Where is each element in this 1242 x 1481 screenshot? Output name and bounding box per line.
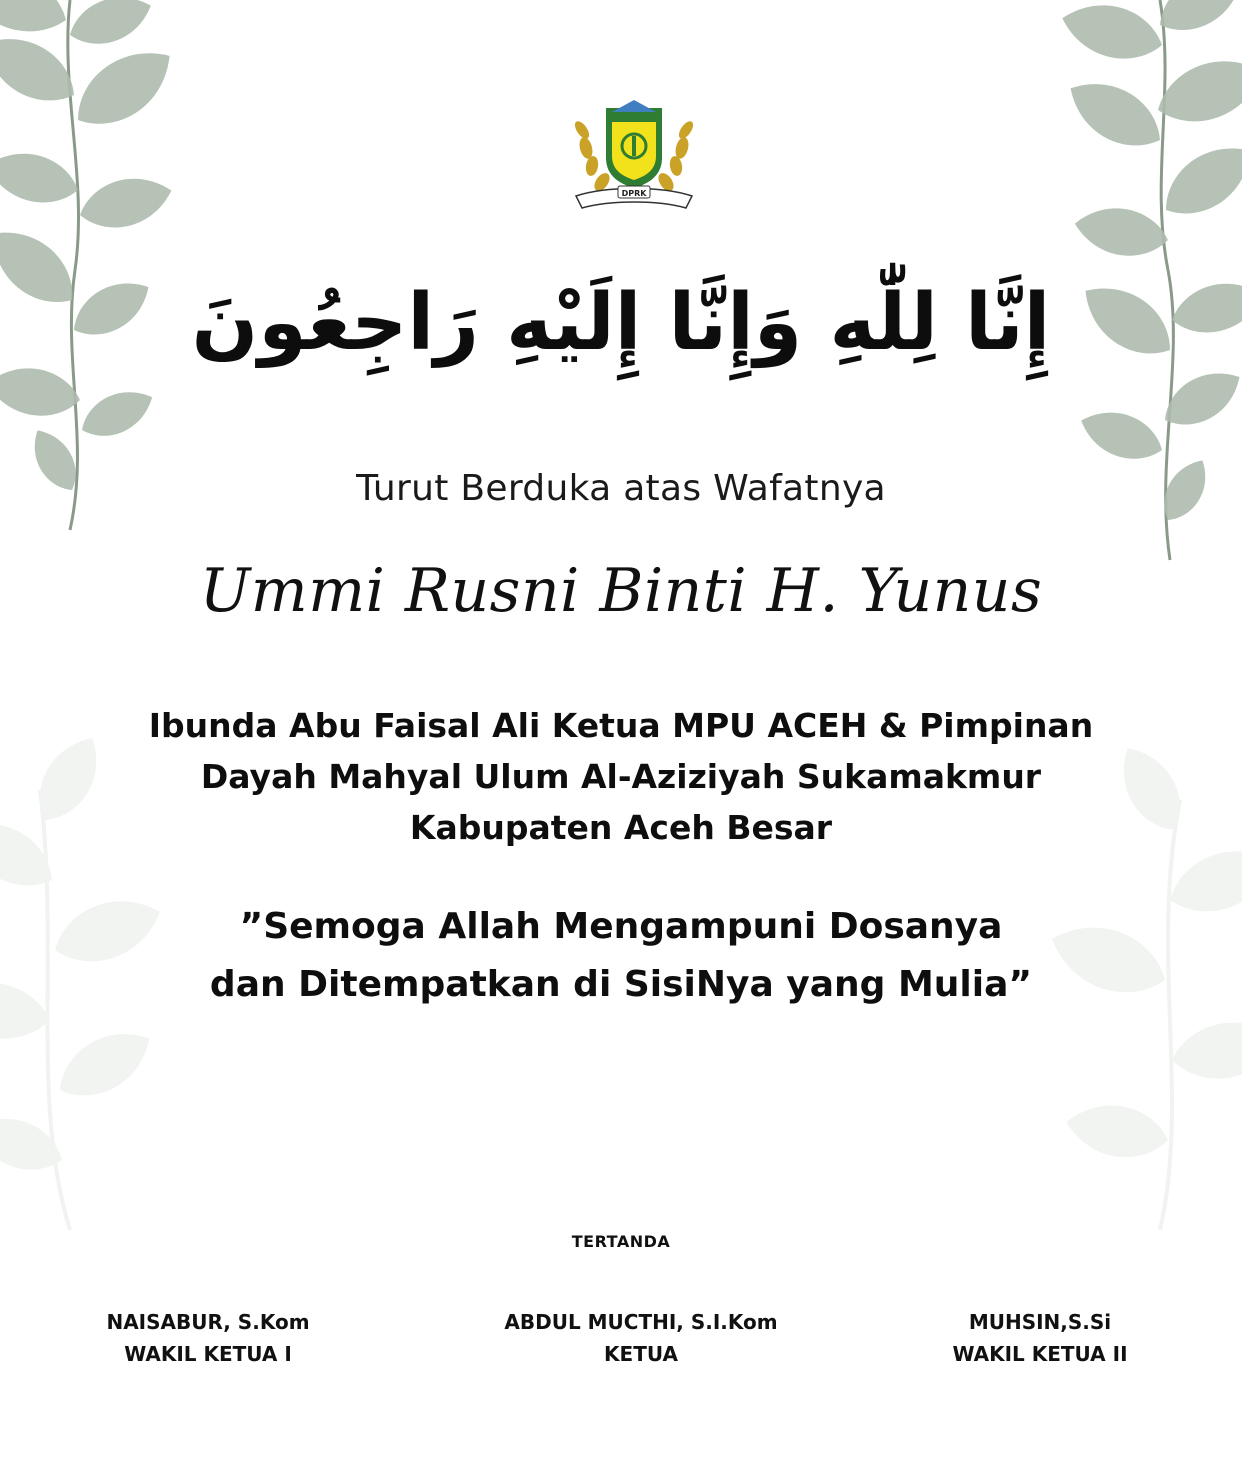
prayer-line: ”Semoga Allah Mengampuni Dosanya (239, 906, 1003, 947)
signatory-left (58, 1306, 358, 1370)
deceased-name: Ummi Rusni Binti H. Yunus (199, 556, 1043, 626)
signatory-name: MUHSIN,S.Si (968, 1310, 1112, 1334)
prayer-line: dan Ditempatkan di SisiNya yang Mulia” (209, 964, 1033, 1005)
prayer-quote (60, 898, 1182, 1014)
signatory-title: WAKIL KETUA I (124, 1342, 292, 1366)
arabic-heading: إِنَّا لِلّٰهِ وَإِنَّا إِلَيْهِ رَاجِعُونَ (191, 278, 1051, 368)
signatory-center (461, 1306, 821, 1370)
dprk-logo (566, 88, 702, 218)
description-line: Ibunda Abu Faisal Ali Ketua MPU ACEH & Pimpinan (148, 706, 1094, 745)
signatory-right (890, 1306, 1190, 1370)
signatory-title: WAKIL KETUA II (952, 1342, 1128, 1366)
signatory-title: KETUA (604, 1342, 678, 1366)
subtitle: Turut Berduka atas Wafatnya (356, 468, 886, 509)
description-line: Dayah Mahyal Ulum Al-Aziziyah Sukamakmur (200, 757, 1042, 796)
description-line: Kabupaten Aceh Besar (409, 808, 833, 847)
description (60, 700, 1182, 853)
logo-text: DPRK (621, 189, 647, 198)
signed-label: TERTANDA (571, 1232, 671, 1251)
signatory-name: ABDUL MUCTHI, S.I.Kom (504, 1310, 778, 1334)
signatory-name: NAISABUR, S.Kom (106, 1310, 310, 1334)
